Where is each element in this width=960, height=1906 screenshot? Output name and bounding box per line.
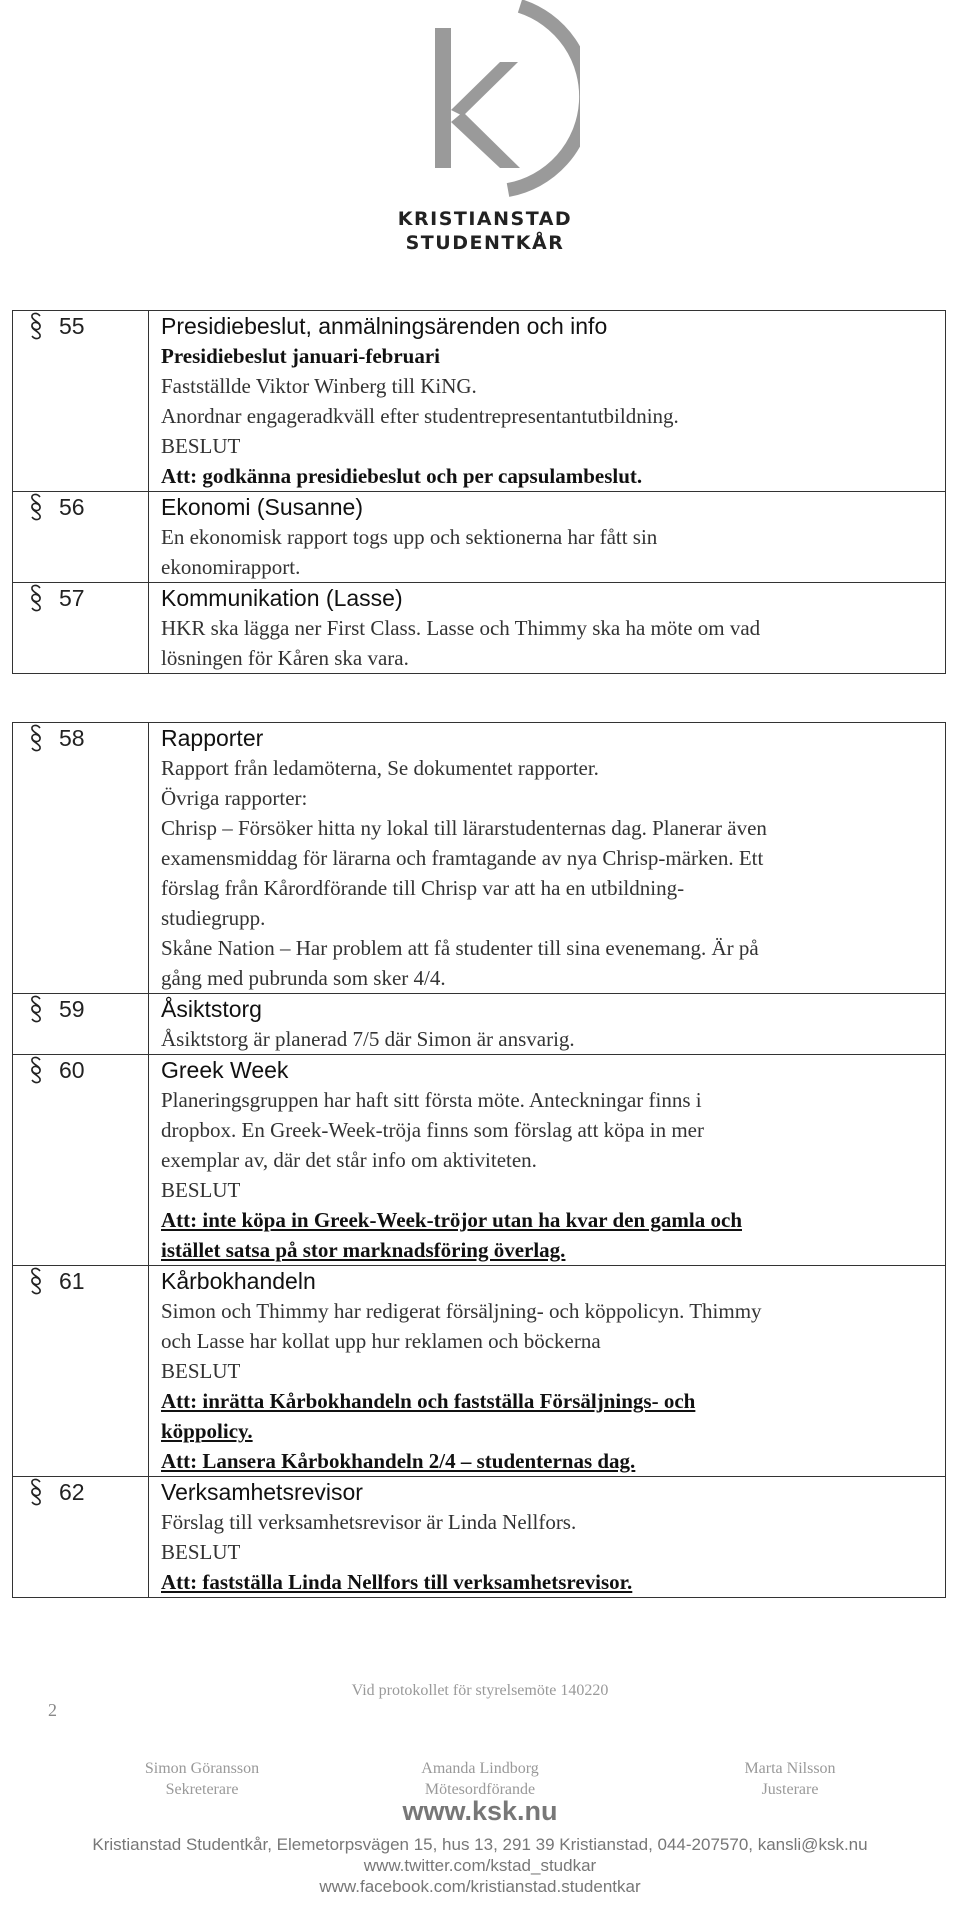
- section-body-cell: [149, 583, 946, 674]
- section-number: 56: [59, 494, 85, 520]
- body-line: förslag från Kårordförande till Chrisp var att ha en utbildning-: [161, 876, 685, 900]
- section-body-cell: [149, 723, 946, 994]
- section-number-cell: [13, 994, 149, 1055]
- decision-line: köppolicy.: [161, 1419, 253, 1443]
- section-row: [13, 1477, 946, 1598]
- facebook-link[interactable]: www.facebook.com/kristianstad.studentkar: [319, 1877, 641, 1896]
- body-line: lösningen för Kåren ska vara.: [161, 646, 409, 670]
- body-line: dropbox. En Greek-Week-tröja finns som förslag att köpa in mer: [161, 1118, 704, 1142]
- section-body-cell: [149, 1055, 946, 1266]
- body-line: Åsiktstorg är planerad 7/5 där Simon är ansvarig.: [161, 1027, 575, 1051]
- signer-2: [350, 1758, 610, 1800]
- section-title: Greek Week: [161, 1057, 289, 1083]
- section-sign-icon: [29, 1055, 43, 1085]
- section-row: [13, 311, 946, 492]
- section-body-cell: [149, 492, 946, 583]
- section-sign-icon: [29, 492, 43, 529]
- body-line: Simon och Thimmy har redigerat försäljning- och köppolicyn. Thimmy: [161, 1299, 762, 1323]
- signer-name: Marta Nilsson: [744, 1760, 836, 1777]
- body-line: ekonomirapport.: [161, 555, 301, 579]
- section-number-cell: [13, 723, 149, 994]
- kristianstad-studentkar-logo: [390, 0, 580, 260]
- section-number: 58: [59, 725, 85, 751]
- section-title: Åsiktstorg: [161, 996, 262, 1022]
- decision-line: Att: godkänna presidiebeslut och per capsulambeslut.: [161, 464, 643, 488]
- twitter-link[interactable]: www.twitter.com/kstad_studkar: [363, 1856, 597, 1875]
- section-row: [13, 583, 946, 674]
- decision-line: Att: inrätta Kårbokhandeln och fastställa Försäljnings- och: [161, 1389, 696, 1413]
- body-line: gång med pubrunda som sker 4/4.: [161, 966, 446, 990]
- section-title: Presidiebeslut, anmälningsärenden och info: [161, 313, 608, 339]
- signer-name: Amanda Lindborg: [421, 1760, 539, 1777]
- body-line: Skåne Nation – Har problem att få studenter till sina evenemang. Är på: [161, 936, 759, 960]
- section-title: Ekonomi (Susanne): [161, 494, 363, 520]
- footer-doc-title: Vid protokollet för styrelsemöte 140220: [351, 1682, 609, 1699]
- body-line: Förslag till verksamhetsrevisor är Linda Nellfors.: [161, 1510, 577, 1534]
- minutes-table-1: [12, 310, 946, 674]
- section-sign-icon: [29, 1266, 43, 1303]
- section-number-cell: [13, 311, 149, 492]
- section-sign-icon: [29, 492, 43, 522]
- section-number-cell: [13, 583, 149, 674]
- section-row: [13, 1055, 946, 1266]
- section-body-cell: [149, 994, 946, 1055]
- section-number-cell: [13, 1477, 149, 1598]
- section-body-cell: [149, 1477, 946, 1598]
- body-line: exemplar av, där det står info om aktiviteten.: [161, 1148, 537, 1172]
- section-row: [13, 492, 946, 583]
- section-sign-icon: [29, 723, 43, 753]
- section-title: Rapporter: [161, 725, 264, 751]
- section-title: Kommunikation (Lasse): [161, 585, 403, 611]
- section-number: 61: [59, 1268, 85, 1294]
- decision-line: Presidiebeslut januari-februari: [161, 344, 441, 368]
- signer-3: [660, 1758, 920, 1800]
- body-line: Rapport från ledamöterna, Se dokumentet rapporter.: [161, 756, 599, 780]
- body-line: examensmiddag för lärarna och framtagande av nya Chrisp-märken. Ett: [161, 846, 764, 870]
- logo-text-line1: KRISTIANSTAD: [397, 208, 573, 230]
- section-row: [13, 994, 946, 1055]
- body-line: BESLUT: [161, 434, 241, 458]
- section-number: 57: [59, 585, 85, 611]
- section-sign-icon: [29, 1055, 43, 1092]
- section-sign-icon: [29, 1266, 43, 1296]
- contact-block: [0, 1834, 960, 1897]
- signer-name: Simon Göransson: [144, 1760, 260, 1777]
- section-sign-icon: [29, 1477, 43, 1514]
- section-number-cell: [13, 1055, 149, 1266]
- body-line: Planeringsgruppen har haft sitt första möte. Anteckningar finns i: [161, 1088, 702, 1112]
- body-line: En ekonomisk rapport togs upp och sektionerna har fått sin: [161, 525, 658, 549]
- signer-1: [72, 1758, 332, 1800]
- body-line: BESLUT: [161, 1359, 241, 1383]
- signer-role: Mötesordförande: [424, 1781, 536, 1798]
- body-line: Övriga rapporter:: [161, 786, 308, 810]
- section-row: [13, 723, 946, 994]
- body-line: BESLUT: [161, 1178, 241, 1202]
- section-title: Kårbokhandeln: [161, 1268, 316, 1294]
- decision-line: Att: fastställa Linda Nellfors till verksamhetsrevisor.: [161, 1570, 633, 1594]
- body-line: Fastställde Viktor Winberg till KiNG.: [161, 374, 477, 398]
- section-sign-icon: [29, 311, 43, 341]
- section-number: 59: [59, 996, 85, 1022]
- body-line: studiegrupp.: [161, 906, 266, 930]
- decision-line: Att: inte köpa in Greek-Week-tröjor utan ha kvar den gamla och: [161, 1208, 742, 1232]
- body-line: BESLUT: [161, 1540, 241, 1564]
- signer-role: Justerare: [761, 1781, 819, 1798]
- section-sign-icon: [29, 311, 43, 348]
- body-line: HKR ska lägga ner First Class. Lasse och Thimmy ska ha möte om vad: [161, 616, 761, 640]
- minutes-table-2: [12, 722, 946, 1598]
- website-link[interactable]: www.ksk.nu: [402, 1796, 558, 1826]
- page-number: 2: [48, 1700, 57, 1720]
- section-sign-icon: [29, 583, 43, 620]
- body-line: Anordnar engageradkväll efter studentrepresentantutbildning.: [161, 404, 679, 428]
- section-title: Verksamhetsrevisor: [161, 1479, 363, 1505]
- section-number: 55: [59, 313, 85, 339]
- signer-role: Sekreterare: [165, 1781, 239, 1798]
- body-line: och Lasse har kollat upp hur reklamen och böckerna: [161, 1329, 601, 1353]
- section-sign-icon: [29, 1477, 43, 1507]
- section-number-cell: [13, 1266, 149, 1477]
- decision-line: Att: Lansera Kårbokhandeln 2/4 – studenternas dag.: [161, 1449, 636, 1473]
- section-number: 60: [59, 1057, 85, 1083]
- section-row: [13, 1266, 946, 1477]
- section-sign-icon: [29, 583, 43, 613]
- section-body-cell: [149, 311, 946, 492]
- section-sign-icon: [29, 994, 43, 1031]
- section-number-cell: [13, 492, 149, 583]
- section-body-cell: [149, 1266, 946, 1477]
- decision-line: istället satsa på stor marknadsföring överlag.: [161, 1238, 566, 1262]
- section-sign-icon: [29, 723, 43, 760]
- logo-text-line2: STUDENTKÅR: [405, 232, 565, 254]
- section-number: 62: [59, 1479, 85, 1505]
- section-sign-icon: [29, 994, 43, 1024]
- body-line: Chrisp – Försöker hitta ny lokal till lärarstudenternas dag. Planerar även: [161, 816, 767, 840]
- address-line: Kristianstad Studentkår, Elemetorpsvägen 15, hus 13, 291 39 Kristianstad, 044-207570, kansli@ksk.nu: [92, 1835, 868, 1854]
